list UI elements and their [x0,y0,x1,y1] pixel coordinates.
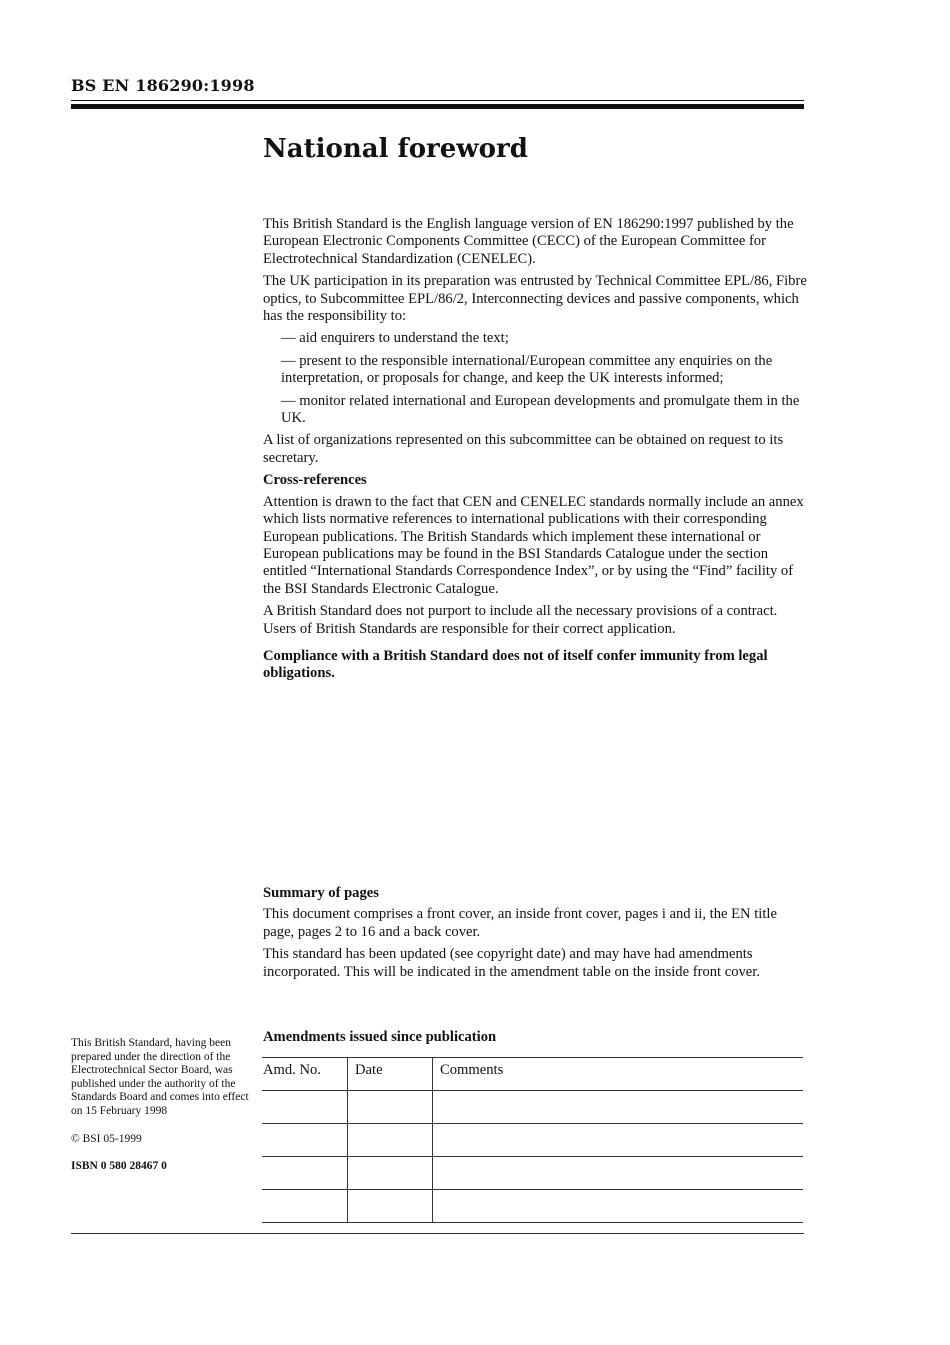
header-rule-thick [71,104,804,109]
list-item: — present to the responsible international/European committee any enquiries on the interpretation, or proposals for change, and keep the UK interests informed; [281,352,773,387]
table-row [262,1091,803,1124]
table-cell [262,1157,348,1190]
summary-paragraph: This document comprises a front cover, an inside front cover, pages i and ii, the EN title page, pages 2 to 16 and a back cover. [263,906,777,940]
table-cell [348,1124,433,1157]
publication-notice: This British Standard, having been prepared under the direction of the Electrotechnical Sector Board, was published under the authority of the Standards Board and comes into effect on 15 February 1998 [71,1037,249,1117]
contract-paragraph: A British Standard does not purport to include all the necessary provisions of a contract. Users of British Standards are responsible for their correct application. [263,603,778,637]
compliance-statement: Compliance with a British Standard does not of itself confer immunity from legal obligations. [263,647,768,682]
table-cell [433,1190,804,1223]
list-item: — monitor related international and European developments and promulgate them in the UK. [281,392,800,427]
table-row [262,1124,803,1157]
column-header-comments: Comments [433,1058,804,1091]
publication-sidebar [71,1037,251,1188]
column-header-date: Date [348,1058,433,1091]
table-cell [262,1091,348,1124]
isbn-line: ISBN 0 580 28467 0 [71,1160,167,1173]
crossref-paragraph: Attention is drawn to the fact that CEN and CENELEC standards normally include an annex which lists normative references to international publications with their corresponding European publications. The British Standards which implement these international or European publications may be found in the BSI Standards Catalogue under the section entitled “International Standards Correspondence Index”, or by using the “Find” facility of the BSI Standards Electronic Catalogue. [263,493,804,597]
amendments-table [262,1057,803,1223]
table-cell [433,1124,804,1157]
update-paragraph: This standard has been updated (see copyright date) and may have had amendments incorporated. This will be indicated in the amendment table on the inside front cover. [263,946,760,980]
table-cell [348,1091,433,1124]
table-header-row [262,1058,803,1091]
table-cell [262,1190,348,1223]
page-title: National foreword [263,134,528,164]
table-cell [262,1124,348,1157]
crossref-heading: Cross-references [263,472,367,489]
table-cell [348,1190,433,1223]
table-cell [433,1091,804,1124]
table-cell [433,1157,804,1190]
header-rule-thin [71,100,804,101]
intro-paragraph: This British Standard is the English language version of EN 186290:1997 published by the European Electronic Components Committee (CECC) of the European Committee for Electrotechnical Standardization (CENELEC). [263,216,794,267]
table-row [262,1190,803,1223]
amendments-title: Amendments issued since publication [263,1029,497,1045]
participation-paragraph: The UK participation in its preparation was entrusted by Technical Committee EPL/86, Fibre optics, to Subcommittee EPL/86/2, Interconnecting devices and passive components, which has the responsibility to: [263,273,807,325]
copyright-line: © BSI 05-1999 [71,1132,142,1145]
footer-rule [71,1233,804,1234]
column-header-amd-no: Amd. No. [262,1058,348,1091]
document-code: BS EN 186290:1998 [71,76,255,95]
table-cell [348,1157,433,1190]
organizations-paragraph: A list of organizations represented on this subcommittee can be obtained on request to its secretary. [263,432,784,466]
list-item: — aid enquirers to understand the text; [281,330,509,347]
summary-heading: Summary of pages [263,885,379,901]
summary-section [263,885,808,986]
foreword-body [263,130,808,683]
table-row [262,1157,803,1190]
